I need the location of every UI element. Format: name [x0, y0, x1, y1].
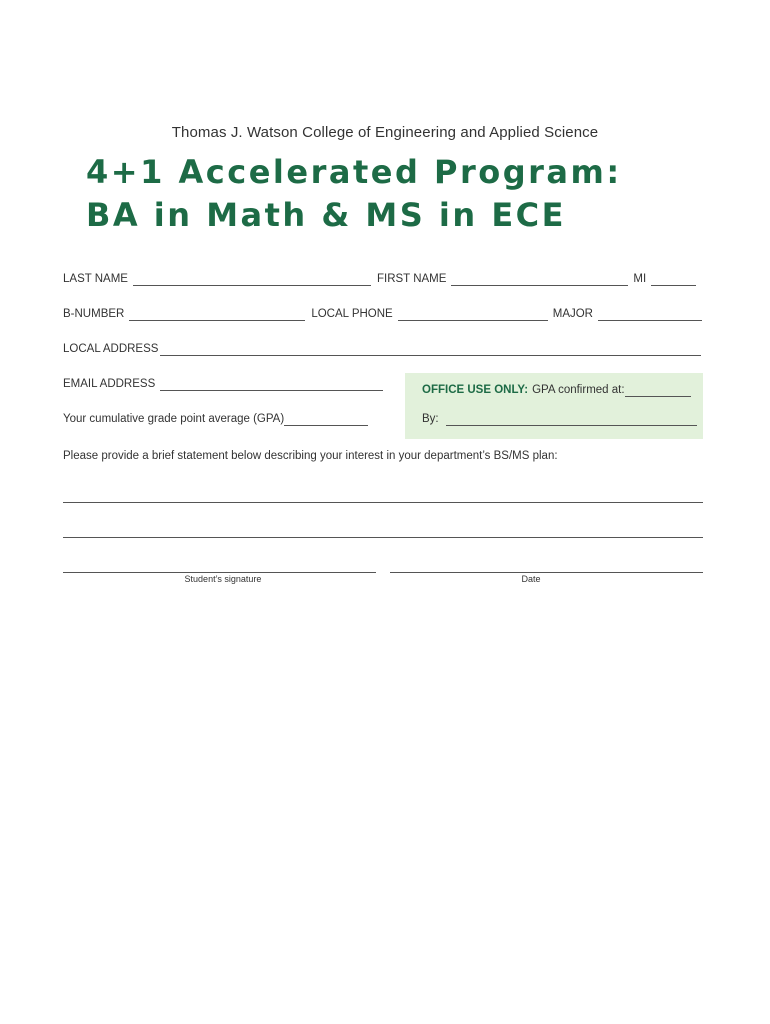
gpa-label: Your cumulative grade point average (GPA) [63, 413, 285, 425]
by-field[interactable] [446, 413, 697, 426]
contact-row [63, 308, 702, 321]
local-address-field[interactable] [160, 343, 701, 356]
mi-label: MI [633, 273, 647, 285]
gpa-row [63, 413, 368, 426]
date-line[interactable] [390, 572, 703, 573]
email-address-label: EMAIL ADDRESS [63, 378, 156, 390]
email-row [63, 378, 383, 391]
office-by-row [422, 413, 697, 426]
gpa-confirmed-label: GPA confirmed at: [532, 384, 625, 396]
office-gpa-row [422, 384, 691, 397]
student-signature-line[interactable] [63, 572, 376, 573]
last-name-label: LAST NAME [63, 273, 128, 285]
gpa-field[interactable] [284, 413, 368, 426]
statement-line-2[interactable] [63, 537, 703, 538]
college-name: Thomas J. Watson College of Engineering and Applied Science [171, 124, 599, 141]
mi-field[interactable] [651, 273, 696, 286]
major-field[interactable] [598, 308, 702, 321]
name-row [63, 273, 696, 286]
b-number-label: B-NUMBER [63, 308, 125, 320]
email-address-field[interactable] [160, 378, 383, 391]
statement-prompt: Please provide a brief statement below describing your interest in your department’s BS/MS plan: [63, 450, 558, 462]
address-row [63, 343, 701, 356]
by-label: By: [422, 413, 439, 425]
office-use-box [405, 373, 703, 439]
local-phone-field[interactable] [398, 308, 548, 321]
first-name-label: FIRST NAME [376, 273, 447, 285]
b-number-field[interactable] [129, 308, 305, 321]
student-signature-caption: Student’s signature [184, 574, 262, 584]
major-label: MAJOR [552, 308, 593, 320]
statement-line-1[interactable] [63, 502, 703, 503]
last-name-field[interactable] [133, 273, 371, 286]
gpa-confirmed-field[interactable] [625, 384, 691, 397]
office-use-heading: OFFICE USE ONLY: [422, 384, 529, 396]
date-caption: Date [521, 574, 541, 584]
form-title-line-1: 4+1 Accelerated Program: [86, 153, 622, 191]
first-name-field[interactable] [451, 273, 628, 286]
local-address-label: LOCAL ADDRESS [63, 343, 159, 355]
local-phone-label: LOCAL PHONE [311, 308, 393, 320]
form-title-line-2: BA in Math & MS in ECE [86, 196, 567, 234]
